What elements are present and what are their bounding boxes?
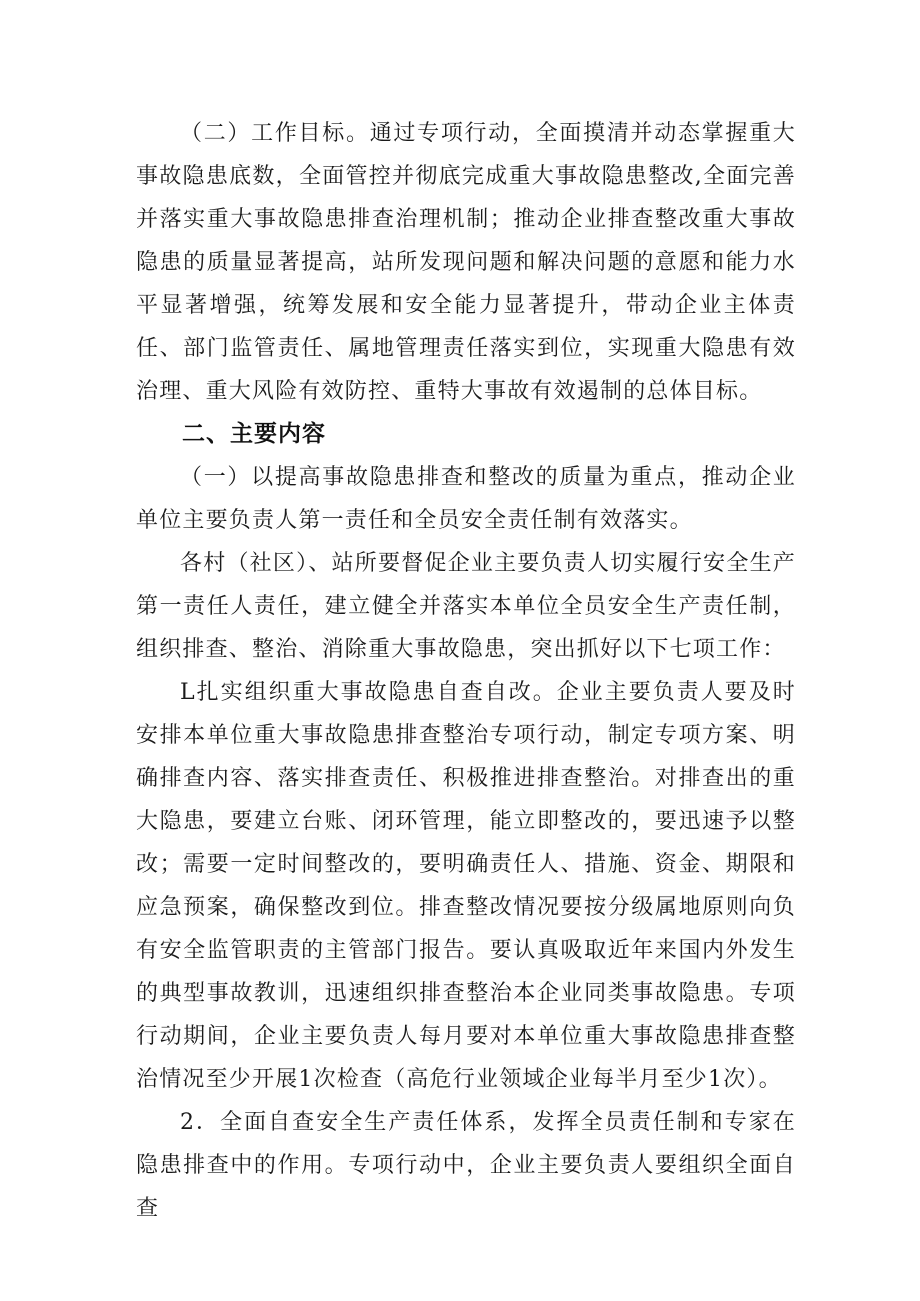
paragraph-village-supervision: 各村（社区）、站所要督促企业主要负责人切实履行安全生产第一责任人责任，建立健全并落实本单位全员安全生产责任制，组织排查、整治、消除重大事故隐患，突出抓好以下七项工作： [136,551,796,662]
paragraph-item-1-self-inspection: L扎实组织重大事故隐患自查自改。企业主要负责人要及时安排本单位重大事故隐患排查整治专项行动，制定专项方案、明确排查内容、落实排查责任、积极推进排查整治。对排查出的重大隐患，要建立台账、闭环管理，能立即整改的，要迅速予以整改；需要一定时间整改的，要明确责任人、措施、资金、期限和应急预案，确保整改到位。排查整改情况要按分级属地原则向负有安全监管职责的主管部门报告。要认真吸取近年来国内外发生的典型事故教训，迅速组织排查整治本企业同类事故隐患。专项行动期间，企业主要负责人每月要对本单位重大事故隐患排查整治情况至少开展1次检查（高危行业领域企业每半月至少1次）。 [136,680,796,1092]
paragraph-focus-quality: （一）以提高事故隐患排查和整改的质量为重点，推动企业单位主要负责人第一责任和全员安全责任制有效落实。 [136,465,796,533]
paragraph-work-goals: （二）工作目标。通过专项行动，全面摸清并动态掌握重大事故隐患底数，全面管控并彻底完成重大事故隐患整改,全面完善并落实重大事故隐患排查治理机制；推动企业排查整改重大事故隐患的质量显著提高，站所发现问题和解决问题的意愿和能力水平显著增强，统筹发展和安全能力显著提升，带动企业主体责任、部门监管责任、属地管理责任落实到位，实现重大隐患有效治理、重大风险有效防控、重特大事故有效遏制的总体目标。 [136,121,796,404]
section-heading-main-content: 二、主要内容 [182,421,326,447]
document-body [136,112,796,1230]
paragraph-item-2-responsibility-system: 2．全面自查安全生产责任体系，发挥全员责任制和专家在隐患排查中的作用。专项行动中，企业主要负责人要组织全面自查 [136,1110,796,1221]
